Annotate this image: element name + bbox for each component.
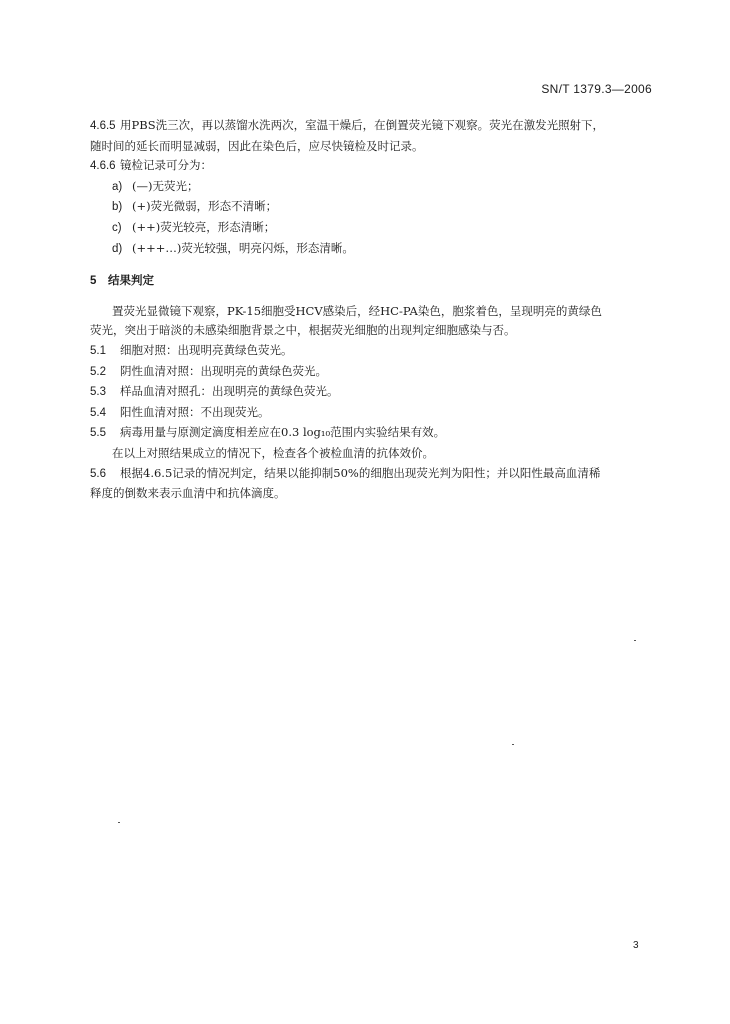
list-text: (+)荧光微弱，形态不清晰； [132, 199, 278, 214]
clause-5-5 [90, 423, 660, 444]
list-label: d) [112, 242, 123, 255]
clause-number: 4.6.5 [90, 120, 116, 132]
clause-text: 用PBS洗三次，再以蒸馏水洗两次，室温干燥后，在倒置荧光镜下观察。荧光在激发光照射下， [120, 118, 605, 132]
clause-5-2 [90, 362, 660, 383]
page-number: 3 [633, 940, 639, 951]
scan-speck [118, 822, 120, 823]
list-item [90, 218, 660, 239]
clause-text: 根据4.6.5记录的情况判定，结果以能抑制50%的细胞出现荧光判为阳性；并以阳性最高血清稀 [120, 465, 601, 480]
document-body [90, 116, 660, 504]
clause-5-5-continuation: 在以上对照结果成立的情况下，检查各个被检血清的抗体效价。 [112, 445, 434, 460]
list-item [90, 197, 660, 218]
clause-4-6-6 [90, 156, 660, 177]
section-5-intro-line1: 置荧光显微镜下观察，PK-15细胞受HCV感染后，经HC-PA染色，胞浆着色，呈现明亮的黄绿色 [112, 303, 602, 318]
list-item [90, 177, 660, 198]
list-label: b) [112, 201, 123, 214]
scan-speck [634, 640, 636, 641]
clause-text: 阳性血清对照：不出现荧光。 [120, 404, 270, 419]
list-text: (+++…)荧光较强，明亮闪烁，形态清晰。 [132, 240, 354, 255]
clause-5-6-line2: 释度的倒数来表示血清中和抗体滴度。 [90, 486, 286, 501]
list-text: (++)荧光较亮，形态清晰； [132, 219, 276, 234]
clause-number: 5.2 [90, 365, 106, 378]
list-label: c) [112, 221, 122, 234]
standard-code-header: SN/T 1379.3—2006 [541, 82, 652, 96]
clause-number: 5.3 [90, 386, 106, 399]
clause-text: 样品血清对照孔：出现明亮的黄绿色荧光。 [120, 384, 339, 399]
clause-text: 镜检记录可分为： [120, 158, 212, 173]
section-title: 结果判定 [108, 273, 154, 288]
clause-4-6-5-line2: 随时间的延长而明显减弱，因此在染色后，应尽快镜检及时记录。 [90, 138, 424, 153]
clause-number: 5.1 [90, 344, 106, 357]
clause-number: 5.5 [90, 427, 106, 440]
scan-speck [512, 744, 514, 745]
clause-5-3 [90, 382, 660, 403]
clause-number: 5.4 [90, 406, 106, 419]
clause-5-1 [90, 341, 660, 362]
clause-text: 阴性血清对照：出现明亮的黄绿色荧光。 [120, 363, 327, 378]
list-item [90, 239, 660, 260]
clause-text: 病毒用量与原测定滴度相差应在0.3 log₁₀范围内实验结果有效。 [120, 425, 446, 440]
clause-5-4 [90, 403, 660, 424]
clause-text: 细胞对照：出现明亮黄绿色荧光。 [120, 342, 293, 357]
clause-5-6-line1 [90, 464, 660, 485]
section-5-heading [90, 271, 660, 292]
section-5-intro-line2: 荧光，突出于暗淡的未感染细胞背景之中，根据荧光细胞的出现判定细胞感染与否。 [90, 323, 516, 338]
list-text: (—)无荧光； [132, 178, 199, 193]
clause-4-6-5-line1 [90, 116, 660, 137]
clause-number: 5.6 [90, 467, 106, 480]
section-number: 5 [90, 275, 97, 288]
clause-number: 4.6.6 [90, 160, 116, 173]
list-label: a) [112, 180, 123, 193]
